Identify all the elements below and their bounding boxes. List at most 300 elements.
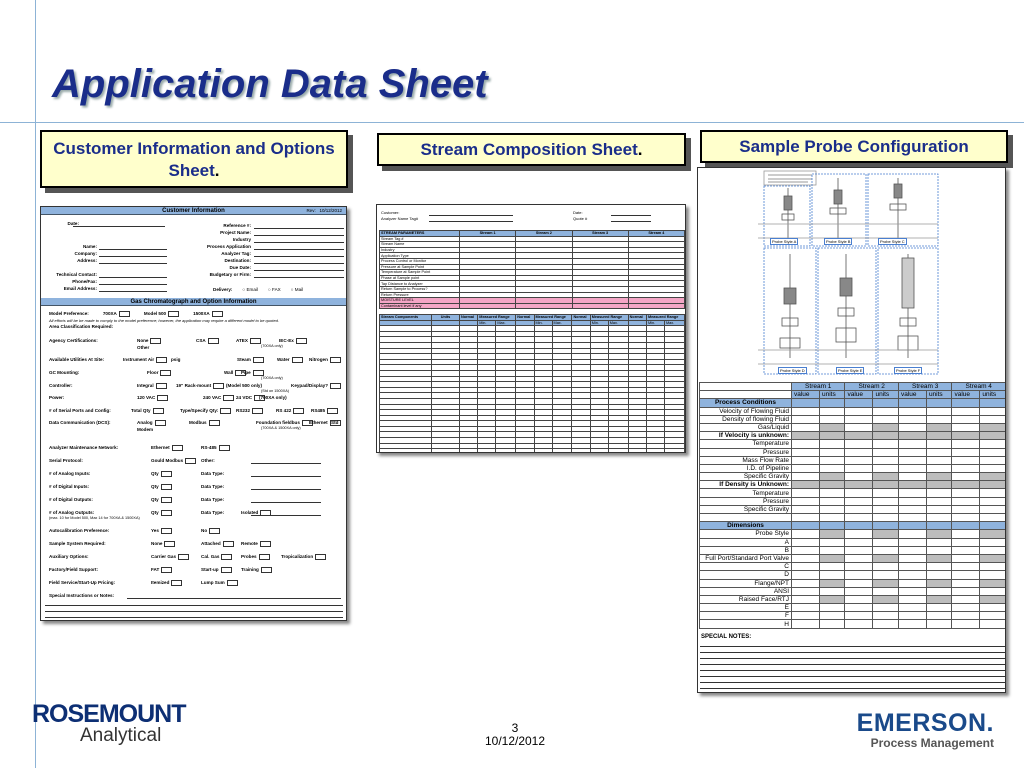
option-label: Lump Sum xyxy=(201,580,225,586)
option-checkbox xyxy=(221,554,232,560)
customer-field-line xyxy=(99,291,167,292)
probe-cell xyxy=(873,432,899,440)
option-item xyxy=(151,497,172,503)
comp-cell xyxy=(628,449,646,453)
option-row-label: # of Serial Ports and Config: xyxy=(49,408,111,413)
probe-cell xyxy=(873,571,899,579)
probe-style-label: Probe Style D xyxy=(780,368,805,373)
probe-cell xyxy=(792,538,820,546)
notes-line xyxy=(127,598,341,599)
probe-cell xyxy=(898,473,926,481)
probe-cell xyxy=(980,505,1006,513)
option-checkbox xyxy=(161,497,172,503)
option-label: Std xyxy=(331,420,339,425)
param-label: Stream Tag # xyxy=(380,236,460,242)
probe-cell xyxy=(792,432,820,440)
probe-cell xyxy=(898,415,926,423)
probe-cell xyxy=(898,448,926,456)
probe-cell xyxy=(952,489,980,497)
customer-info-title: Customer Information Rev: 10/12/2012 xyxy=(41,207,346,215)
option-checkbox xyxy=(157,395,168,401)
probe-cell xyxy=(845,620,873,628)
option-row-label: # of Digital Inputs: xyxy=(49,484,90,489)
probe-cell xyxy=(980,448,1006,456)
min-header: Min. xyxy=(590,320,608,326)
probe-cell xyxy=(819,530,845,538)
probe-cell xyxy=(845,497,873,505)
option-item xyxy=(201,497,224,502)
option-checkbox xyxy=(150,338,161,344)
probe-style-label: Probe Style E xyxy=(838,368,863,373)
option-label: Remote xyxy=(241,541,258,547)
probe-row xyxy=(700,604,1006,612)
customer-field-line xyxy=(254,277,344,278)
option-row-label: GC Mounting: xyxy=(49,370,80,375)
customer-field-label: Reference #: xyxy=(223,223,251,228)
option-label: Keypad/Display? xyxy=(291,383,329,389)
probe-row xyxy=(700,620,1006,628)
probe-style-label: Probe Style B xyxy=(826,239,851,244)
emerson-logo: EMERSON. Process Management xyxy=(856,709,994,750)
option-row-label: Power: xyxy=(49,395,65,400)
probe-cell xyxy=(980,399,1006,407)
probe-cell xyxy=(792,423,820,431)
option-item xyxy=(151,541,175,547)
probe-cell xyxy=(873,579,899,587)
probe-cell xyxy=(845,554,873,562)
model-preference: Model Preference: 700XA Model 500 1500XA xyxy=(49,311,223,317)
probe-cell xyxy=(898,620,926,628)
option-item xyxy=(241,554,270,560)
customer-field-label: Industry xyxy=(232,237,251,242)
stream-header: Stream Composition Sheet. xyxy=(377,133,686,166)
stream-header-cell: Stream 4 xyxy=(628,231,684,237)
stream-composition-sheet xyxy=(376,204,686,453)
probe-cell xyxy=(926,464,952,472)
option-item xyxy=(151,458,196,464)
probe-row-label: Flange/NPT xyxy=(700,579,792,587)
probe-row xyxy=(700,415,1006,423)
measured-header: Measured Range xyxy=(646,315,684,321)
option-checkbox xyxy=(161,484,172,490)
probe-row xyxy=(700,489,1006,497)
customer-field-line xyxy=(254,256,344,257)
probe-cell xyxy=(873,497,899,505)
option-item xyxy=(276,408,304,414)
probe-cell xyxy=(952,481,980,489)
option-item xyxy=(201,528,220,534)
option-checkbox xyxy=(330,383,341,389)
option-label: Floor xyxy=(147,370,159,376)
probe-cell xyxy=(845,579,873,587)
probe-cell xyxy=(898,571,926,579)
probe-cell xyxy=(845,448,873,456)
option-item xyxy=(201,554,232,560)
probe-cell xyxy=(898,399,926,407)
probe-cell xyxy=(792,464,820,472)
option-checkbox xyxy=(172,445,183,451)
option-item xyxy=(151,528,172,534)
stream-customer: Customer: xyxy=(381,210,400,215)
stream-header-cell: Stream 1 xyxy=(460,231,516,237)
option-label: Instrument Air xyxy=(123,357,155,363)
probe-cell xyxy=(873,595,899,603)
probe-cell xyxy=(980,595,1006,603)
probe-row-label: Full Port/Standard Port Valve xyxy=(700,554,792,562)
customer-field-line xyxy=(254,242,344,243)
probe-cell xyxy=(926,579,952,587)
probe-style-label: Probe Style A xyxy=(772,239,797,244)
option-item xyxy=(123,357,167,363)
probe-row xyxy=(700,595,1006,603)
probe-cell xyxy=(952,554,980,562)
option-row-label: # of Digital Outputs: xyxy=(49,497,93,502)
delivery-option-label: FAX xyxy=(272,287,281,292)
probe-cell xyxy=(980,514,1006,522)
option-row-label: Special Instructions or Notes: xyxy=(49,593,115,598)
probe-cell xyxy=(792,612,820,620)
probe-cell xyxy=(926,571,952,579)
probe-cell xyxy=(873,522,899,530)
option-line xyxy=(251,476,321,477)
probe-cell xyxy=(873,423,899,431)
customer-field-label: Due Date: xyxy=(229,265,251,270)
probe-cell xyxy=(792,481,820,489)
probe-row-label: D xyxy=(700,571,792,579)
param-label: Pressure at Sample Point xyxy=(380,264,460,270)
param-label: Stream Name xyxy=(380,242,460,248)
probe-cell xyxy=(873,456,899,464)
option-label: Data Type: xyxy=(201,484,225,489)
normal-header: Normal xyxy=(516,315,534,321)
probe-cell xyxy=(926,481,952,489)
probe-cell xyxy=(898,522,926,530)
probe-cell xyxy=(845,473,873,481)
probe-cell xyxy=(819,538,845,546)
units-header: units xyxy=(819,391,845,399)
option-checkbox xyxy=(293,408,304,414)
max-header: Max. xyxy=(608,320,628,326)
option-item xyxy=(137,395,168,401)
notes-line xyxy=(700,688,1005,689)
probe-cell xyxy=(792,505,820,513)
comp-cell xyxy=(496,449,516,453)
probe-cell xyxy=(980,423,1006,431)
probe-row-label: Dimensions xyxy=(700,522,792,530)
probe-cell xyxy=(845,604,873,612)
probe-header-text: Sample Probe Configuration xyxy=(739,137,969,156)
probe-row xyxy=(700,407,1006,415)
blank xyxy=(700,391,792,399)
probe-cell xyxy=(898,456,926,464)
probe-row-label: Specific Gravity xyxy=(700,473,792,481)
probe-cell xyxy=(873,554,899,562)
option-row-label: Field Service/Start-Up Pricing: xyxy=(49,580,116,585)
option-label: Yes xyxy=(151,528,159,534)
comp-row xyxy=(380,449,685,453)
probe-cell xyxy=(792,587,820,595)
option-item xyxy=(176,383,224,389)
param-value-cell xyxy=(460,303,516,309)
probe-cell xyxy=(873,612,899,620)
probe-cell xyxy=(898,440,926,448)
comp-cell xyxy=(534,449,552,453)
option-item xyxy=(137,338,161,344)
probe-cell xyxy=(952,546,980,554)
customer-field-label: Technical Contact: xyxy=(56,272,97,277)
vertical-rule xyxy=(35,0,36,768)
notes-line xyxy=(700,664,1005,665)
probe-cell xyxy=(792,579,820,587)
probe-cell xyxy=(926,448,952,456)
probe-row xyxy=(700,554,1006,562)
notes-line xyxy=(45,611,343,612)
comp-cell xyxy=(664,449,684,453)
option-label: Tropicalization xyxy=(281,554,314,560)
min-header: Min. xyxy=(534,320,552,326)
customer-field-label: Date: xyxy=(67,221,79,226)
probe-stream-header: Stream 1 xyxy=(792,383,845,391)
probe-cell xyxy=(898,423,926,431)
probe-row-label: If Velocity is unknown: xyxy=(700,432,792,440)
slide-footer xyxy=(455,722,575,748)
option-item xyxy=(151,445,183,451)
probe-row xyxy=(700,530,1006,538)
option-item xyxy=(137,420,166,426)
param-label: Tap Distance to Analyzer xyxy=(380,281,460,287)
area-classification: Area Classification Required: xyxy=(49,324,114,329)
probe-cell xyxy=(952,604,980,612)
probe-cell xyxy=(873,538,899,546)
probe-cell xyxy=(952,505,980,513)
option-item xyxy=(201,541,234,547)
option-line xyxy=(251,463,321,464)
min-header: Min. xyxy=(478,320,496,326)
probe-row-label: If Density is Unknown: xyxy=(700,481,792,489)
probe-cell xyxy=(845,546,873,554)
normal-header: Normal xyxy=(628,315,646,321)
probe-row xyxy=(700,587,1006,595)
probe-conditions-table xyxy=(699,382,1006,629)
option-label: 120 VAC xyxy=(137,395,156,401)
customer-field-label: Company: xyxy=(74,251,97,256)
option-label: psig xyxy=(171,357,181,362)
delivery-row: Delivery: ○ Email ○ FAX ○ Mail xyxy=(213,287,304,292)
probe-cell xyxy=(845,612,873,620)
units-header: units xyxy=(873,391,899,399)
param-label: MOISTURE LEVEL xyxy=(380,298,460,304)
option-note: (700XA & 1500XA only) xyxy=(261,426,301,430)
probe-cell xyxy=(845,489,873,497)
probe-stream-header-row xyxy=(700,383,1006,391)
units-header: Units xyxy=(432,315,460,321)
probe-cell xyxy=(980,538,1006,546)
option-extra: Other xyxy=(137,345,150,350)
probe-cell xyxy=(898,489,926,497)
model-checkbox xyxy=(119,311,130,317)
option-row-label: Serial Protocol: xyxy=(49,458,83,463)
option-checkbox xyxy=(161,510,172,516)
probe-row-label: Density of flowing Fluid xyxy=(700,415,792,423)
probe-cell xyxy=(819,456,845,464)
option-label: Qty xyxy=(151,510,159,516)
probe-cell xyxy=(792,407,820,415)
probe-cell xyxy=(898,595,926,603)
probe-cell xyxy=(845,423,873,431)
value-header: value xyxy=(952,391,980,399)
option-note: (700XA only) xyxy=(261,376,283,380)
probe-cell xyxy=(819,546,845,554)
probe-cell xyxy=(845,514,873,522)
option-item xyxy=(180,408,231,414)
probe-cell xyxy=(845,530,873,538)
gc-section-title: Gas Chromatograph and Option Information xyxy=(41,298,346,306)
option-item xyxy=(201,471,224,476)
option-item xyxy=(196,338,219,344)
probe-row-label: Pressure xyxy=(700,497,792,505)
probe-row xyxy=(700,546,1006,554)
value-header: value xyxy=(898,391,926,399)
probe-cell xyxy=(926,505,952,513)
option-checkbox xyxy=(252,408,263,414)
option-checkbox xyxy=(330,357,341,363)
probe-cell xyxy=(980,571,1006,579)
option-row-label: Controller: xyxy=(49,383,73,388)
measured-header: Measured Range xyxy=(478,315,516,321)
probe-row-label: Velocity of Flowing Fluid xyxy=(700,407,792,415)
probe-cell xyxy=(898,530,926,538)
option-checkbox xyxy=(160,370,171,376)
notes-line xyxy=(700,658,1005,659)
option-item xyxy=(241,567,272,573)
probe-cell xyxy=(926,538,952,546)
probe-cell xyxy=(873,464,899,472)
probe-cell xyxy=(952,456,980,464)
probe-cell xyxy=(926,612,952,620)
probe-cell xyxy=(980,522,1006,530)
option-label: Nitrogen xyxy=(309,357,328,363)
probe-cell xyxy=(952,620,980,628)
probe-cell xyxy=(952,473,980,481)
probe-row xyxy=(700,456,1006,464)
option-label: Start-up xyxy=(201,567,219,573)
option-label: Itemized xyxy=(151,580,170,586)
customer-field-line xyxy=(73,226,165,227)
probe-cell xyxy=(819,399,845,407)
probe-row-label: Gas/Liquid xyxy=(700,423,792,431)
option-label: Wall xyxy=(224,370,234,376)
option-row-label: Autocalibration Preference: xyxy=(49,528,110,533)
customer-field-line xyxy=(99,256,167,257)
probe-row xyxy=(700,423,1006,431)
probe-cell xyxy=(980,604,1006,612)
model-option xyxy=(193,311,223,316)
option-checkbox xyxy=(253,357,264,363)
probe-row xyxy=(700,432,1006,440)
option-item xyxy=(151,567,172,573)
probe-cell xyxy=(819,563,845,571)
option-checkbox xyxy=(185,458,196,464)
probe-row-label: I.D. of Pipeline xyxy=(700,464,792,472)
probe-cell xyxy=(926,620,952,628)
comp-cell xyxy=(590,449,608,453)
option-item xyxy=(151,554,189,560)
customer-field-label: Budgetary or Firm: xyxy=(209,272,251,277)
delivery-option-label: Mail xyxy=(294,287,304,292)
probe-cell xyxy=(792,554,820,562)
probe-cell xyxy=(898,481,926,489)
notes-line xyxy=(700,652,1005,653)
units-header: units xyxy=(926,391,952,399)
model-label: 700XA xyxy=(102,311,117,317)
param-label: Process Control or Monitor xyxy=(380,258,460,264)
probe-row-label: C xyxy=(700,563,792,571)
probe-cell xyxy=(980,464,1006,472)
comp-cell xyxy=(572,449,590,453)
rosemount-logo: ROSEMOUNT Analytical xyxy=(32,700,186,746)
probe-cell xyxy=(952,522,980,530)
probe-cell xyxy=(845,522,873,530)
option-checkbox xyxy=(296,338,307,344)
probe-cell xyxy=(898,432,926,440)
option-checkbox xyxy=(223,541,234,547)
option-label: Foundation fieldbus xyxy=(256,420,300,426)
probe-cell xyxy=(792,489,820,497)
option-item xyxy=(277,357,303,363)
probe-cell xyxy=(926,473,952,481)
horizontal-rule xyxy=(0,122,1024,123)
option-checkbox xyxy=(221,567,232,573)
probe-cell xyxy=(819,440,845,448)
comp-cell xyxy=(380,449,432,453)
param-label: Industry xyxy=(380,247,460,253)
probe-cell xyxy=(926,497,952,505)
option-item xyxy=(236,408,263,414)
option-row-label: Factory/Field Support: xyxy=(49,567,99,572)
value-header: value xyxy=(845,391,873,399)
probe-cell xyxy=(926,522,952,530)
probe-row xyxy=(700,571,1006,579)
option-checkbox xyxy=(219,445,230,451)
option-label: Gould Modbus xyxy=(151,458,184,464)
probe-row-label: A xyxy=(700,538,792,546)
option-item xyxy=(281,554,326,560)
option-checkbox xyxy=(292,357,303,363)
option-label: ATEX xyxy=(236,338,248,344)
probe-cell xyxy=(873,563,899,571)
stream-quote: Quote # xyxy=(573,216,588,221)
option-label: Other: xyxy=(201,458,215,463)
probe-cell xyxy=(873,481,899,489)
probe-cell xyxy=(845,440,873,448)
option-label: RS232 xyxy=(236,408,251,414)
option-label: Water xyxy=(277,357,290,363)
probe-cell xyxy=(898,546,926,554)
probe-cell xyxy=(926,456,952,464)
probe-cell xyxy=(898,563,926,571)
probe-cell xyxy=(926,440,952,448)
probe-cell xyxy=(819,579,845,587)
probe-row xyxy=(700,497,1006,505)
probe-cell xyxy=(845,571,873,579)
probe-cell xyxy=(926,595,952,603)
option-item xyxy=(201,567,232,573)
probe-row-label: E xyxy=(700,604,792,612)
probe-cell xyxy=(873,473,899,481)
option-checkbox xyxy=(178,554,189,560)
probe-cell xyxy=(819,514,845,522)
stream-tag: Analyzer Name Tag# xyxy=(381,216,419,221)
